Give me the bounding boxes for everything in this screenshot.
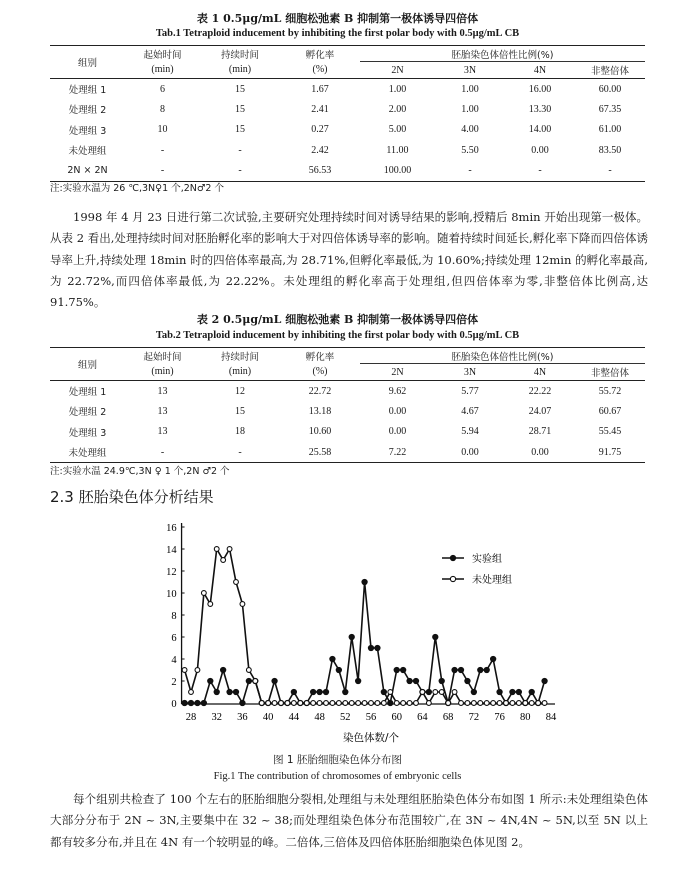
experimental-point (407, 678, 412, 683)
untreated-point (253, 679, 258, 684)
untreated-point (330, 701, 335, 706)
cell-start: - (125, 161, 200, 182)
section-heading: 2.3 胚胎染色体分析结果 (50, 488, 214, 506)
series-line-untreated (185, 549, 545, 703)
cell-aneu: - (575, 161, 645, 182)
untreated-point (208, 602, 213, 607)
untreated-point (246, 668, 251, 673)
cell-hatch: 0.27 (311, 124, 329, 136)
untreated-point (336, 701, 341, 706)
cell-aneu: 60.00 (598, 83, 622, 95)
header-2n: 2N (360, 364, 435, 381)
experimental-point (214, 689, 219, 694)
experimental-point (356, 678, 361, 683)
x-tick-label: 36 (237, 712, 248, 723)
table-row (50, 381, 645, 402)
cell-n4: 16.00 (528, 83, 552, 95)
experimental-point (388, 700, 393, 705)
untreated-point (343, 701, 348, 706)
untreated-point (304, 701, 309, 706)
untreated-point (362, 701, 367, 706)
cell-aneu: 61.00 (598, 124, 622, 136)
header-ploidy-ratio: 胚胎染色体倍性比例(%) (360, 348, 645, 364)
experimental-point (497, 689, 502, 694)
experimental-point (433, 634, 438, 639)
cell-n3: 4.67 (461, 405, 479, 417)
legend-label: 实验组 (472, 554, 502, 565)
header-aneuploid: 非整倍体 (575, 364, 645, 381)
cell-duration: - (200, 161, 280, 182)
header-start-unit: (min) (125, 364, 200, 381)
paragraph-1-text: 1998 年 4 月 23 日进行第二次试验,主要研究处理持续时间对诱导结果的影响,授精后 8min 开始出现第一极体。从表 2 看出,处理持续时间对胚胎孵化率的影响大于对四倍体诱导率的影响。随着持续时间延长,孵化率下降而四倍体诱导率上升,持续处理 18min 时的四倍体率最高,为 28.71%,但孵化率最低,为 10.60%;持续处理 12min 的孵化率最高,为 22.72%,而四倍体率最低,为 22.22%。未处理组的孵化率高于处理组,但四倍体率为零,非整倍体比例高,达 91.75%。 (50, 210, 648, 310)
experimental-point (272, 678, 277, 683)
untreated-point (510, 701, 515, 706)
x-tick-label: 56 (365, 712, 377, 723)
cell-group: 处理组 3 (68, 125, 107, 137)
cell-n2: 7.22 (360, 442, 435, 463)
cell-n2: 1.00 (388, 83, 407, 95)
experimental-point (221, 667, 226, 672)
untreated-point (491, 701, 496, 706)
cell-start: 8 (160, 103, 165, 115)
cell-hatch: 2.42 (311, 144, 329, 156)
cell-n2: 9.62 (388, 385, 407, 397)
experimental-point (465, 678, 470, 683)
untreated-point (542, 701, 547, 706)
untreated-point (279, 701, 284, 706)
cell-n3: 5.77 (461, 385, 479, 397)
cell-start: 13 (157, 385, 168, 397)
cell-n2: 0.00 (388, 405, 407, 417)
y-tick-label: 14 (166, 545, 177, 556)
experimental-point (227, 689, 232, 694)
paragraph-2-text: 每个组别共检查了 100 个左右的胚胎细胞分裂相,处理组与未处理组胚胎染色体分布如图 1 所示:未处理组染色体大部分分布于 2N ~ 3N,主要集中在 32 ~ 38;而处理组染色体分布范围较广,在 3N ~ 4N,4N ~ 5N,以至 5N 以上都有较多分布,并且在 4N 有一个较明显的峰。二倍体,三倍体及四倍体胚胎细胞染色体见图 2。 (50, 792, 648, 849)
series-line-experimental (185, 582, 545, 703)
cell-duration: - (238, 144, 242, 156)
untreated-point (214, 547, 219, 552)
x-tick-label: 72 (468, 712, 480, 723)
untreated-point (298, 701, 303, 706)
untreated-point (381, 701, 386, 706)
cell-group: 未处理组 (68, 146, 107, 158)
x-tick-label: 84 (545, 712, 557, 723)
experimental-point (542, 678, 547, 683)
experimental-point (510, 689, 515, 694)
table2-note: 注:实验水温 24.9℃,3N ♀ 1 个,2N ♂2 个 (50, 466, 230, 477)
table2-title-en: Tab.2 Tetraploid inducement by inhibiting the first polar body with 0.5μg/mL CB (155, 330, 520, 341)
untreated-point (240, 602, 245, 607)
cell-duration: 15 (235, 405, 245, 417)
untreated-point (388, 690, 393, 695)
experimental-point (291, 689, 296, 694)
experimental-point (452, 667, 457, 672)
untreated-point (375, 701, 380, 706)
untreated-point (484, 701, 489, 706)
cell-duration: - (200, 442, 280, 463)
header-duration-unit: (min) (200, 62, 280, 79)
cell-duration: 15 (235, 83, 245, 95)
experimental-point (426, 689, 431, 694)
cell-group: 处理组 1 (68, 85, 107, 96)
cell-aneu: 60.67 (598, 405, 622, 417)
cell-n2: 2.00 (388, 103, 407, 115)
untreated-point (407, 701, 412, 706)
table2-body (50, 381, 645, 463)
untreated-point (394, 701, 399, 706)
experimental-point (401, 667, 406, 672)
header-4n: 4N (505, 364, 575, 381)
cell-n3: 4.00 (461, 124, 479, 136)
cell-group: 2N × 2N (50, 161, 125, 182)
y-tick-label: 2 (171, 677, 177, 688)
cell-hatch: 1.67 (311, 83, 329, 95)
figure-caption-en: Fig.1 The contribution of chromosomes of embryonic cells (213, 771, 462, 782)
header-hatch-rate: 孵化率 (280, 46, 360, 62)
cell-n4: 28.71 (528, 426, 552, 438)
cell-duration: 15 (235, 124, 245, 136)
table2 (50, 347, 645, 463)
header-start-unit: (min) (125, 62, 200, 79)
cell-group: 未处理组 (50, 442, 125, 463)
table-row (50, 422, 645, 443)
x-tick-label: 68 (442, 712, 454, 723)
table-row (50, 99, 645, 120)
cell-hatch: 22.72 (308, 385, 332, 397)
chart-legend (442, 552, 512, 586)
experimental-point (201, 700, 206, 705)
cell-aneu: 55.72 (598, 385, 622, 397)
cell-start: - (125, 442, 200, 463)
table-row (50, 442, 645, 463)
experimental-point (233, 689, 238, 694)
cell-aneu: 83.50 (598, 144, 622, 156)
cell-start: 10 (157, 124, 168, 136)
cell-group: 处理组 2 (68, 105, 107, 117)
header-2n: 2N (360, 62, 435, 79)
header-group: 组别 (50, 46, 125, 79)
cell-hatch: 10.60 (308, 426, 332, 438)
untreated-point (195, 668, 200, 673)
experimental-point (182, 700, 187, 705)
cell-hatch: 2.41 (311, 103, 329, 115)
cell-n3: - (435, 161, 505, 182)
cell-n4: 24.07 (528, 405, 552, 417)
table-row (50, 120, 645, 141)
y-tick-label: 10 (166, 589, 177, 600)
experimental-point (375, 645, 380, 650)
table1-title-en: Tab.1 Tetraploid inducement by inhibiting the first polar body with 0.5μg/mL CB (155, 28, 520, 39)
untreated-point (259, 701, 264, 706)
experimental-point (343, 689, 348, 694)
untreated-point (504, 701, 509, 706)
cell-hatch: 13.18 (308, 405, 332, 417)
untreated-point (529, 701, 534, 706)
untreated-point (439, 690, 444, 695)
cell-n2: 5.00 (388, 124, 407, 136)
untreated-point (471, 701, 476, 706)
untreated-point (465, 701, 470, 706)
x-tick-label: 80 (520, 712, 531, 723)
experimental-point (491, 656, 496, 661)
cell-start: - (160, 144, 165, 156)
experimental-point (394, 667, 399, 672)
cell-n4: 13.30 (528, 103, 552, 115)
header-hatch-rate: 孵化率 (280, 348, 360, 364)
y-tick-label: 16 (166, 523, 177, 534)
experimental-point (330, 656, 335, 661)
cell-n3: 5.94 (461, 426, 479, 438)
paragraph-2 (50, 789, 648, 853)
header-hatch-unit: (%) (280, 62, 360, 79)
table1-body (50, 79, 645, 182)
experimental-point (458, 667, 463, 672)
header-duration-unit: (min) (200, 364, 280, 381)
table1-title-cn: 表 1 0.5μg/mL 细胞松弛素 B 抑制第一极体诱导四倍体 (196, 12, 479, 25)
header-hatch-unit: (%) (280, 364, 360, 381)
cell-start: 13 (157, 405, 168, 417)
cell-n2: 11.00 (386, 144, 409, 156)
header-start-time: 起始时间 (125, 348, 200, 364)
untreated-point (433, 690, 438, 695)
header-ploidy-ratio: 胚胎染色体倍性比例(%) (360, 46, 645, 62)
legend-marker (450, 576, 455, 581)
header-4n: 4N (505, 62, 575, 79)
table1-note: 注:实验水温为 26 ℃,3N♀1 个,2N♂2 个 (50, 183, 224, 194)
x-tick-label: 48 (314, 712, 325, 723)
cell-hatch: 25.58 (280, 442, 360, 463)
untreated-point (523, 701, 528, 706)
table-row (50, 140, 645, 161)
cell-duration: 18 (235, 426, 245, 438)
cell-n3: 1.00 (461, 83, 479, 95)
untreated-point (311, 701, 316, 706)
x-tick-label: 32 (211, 712, 222, 723)
untreated-point (401, 701, 406, 706)
untreated-point (426, 701, 431, 706)
cell-n3: 1.00 (461, 103, 479, 115)
untreated-point (272, 701, 277, 706)
header-3n: 3N (435, 364, 505, 381)
untreated-point (414, 701, 419, 706)
untreated-point (221, 558, 226, 563)
untreated-point (182, 668, 187, 673)
table-row (50, 161, 645, 182)
cell-n4: 22.22 (528, 385, 552, 397)
untreated-point (266, 701, 271, 706)
untreated-point (497, 701, 502, 706)
y-tick-label: 8 (171, 611, 177, 622)
experimental-point (195, 700, 200, 705)
untreated-point (349, 701, 354, 706)
experimental-point (478, 667, 483, 672)
experimental-point (317, 689, 322, 694)
x-tick-label: 76 (494, 712, 505, 723)
untreated-point (234, 580, 239, 585)
table2-title-cn: 表 2 0.5μg/mL 细胞松弛素 B 抑制第一极体诱导四倍体 (196, 313, 479, 326)
header-start-time: 起始时间 (125, 46, 200, 62)
cell-n4: - (505, 161, 575, 182)
x-tick-label: 44 (288, 712, 300, 723)
untreated-point (516, 701, 521, 706)
header-aneuploid: 非整倍体 (575, 62, 645, 79)
chromosome-distribution-chart (0, 505, 675, 750)
experimental-point (439, 678, 444, 683)
table-row (50, 79, 645, 100)
experimental-point (336, 667, 341, 672)
cell-n3: 0.00 (435, 442, 505, 463)
cell-n4: 14.00 (528, 124, 552, 136)
untreated-point (317, 701, 322, 706)
experimental-point (246, 678, 251, 683)
untreated-point (201, 591, 206, 596)
cell-duration: 12 (235, 385, 245, 397)
experimental-point (516, 689, 521, 694)
cell-hatch: 56.53 (280, 161, 360, 182)
untreated-point (285, 701, 290, 706)
legend-label: 未处理组 (472, 575, 512, 586)
untreated-point (478, 701, 483, 706)
cell-start: 6 (160, 83, 165, 95)
x-tick-label: 60 (391, 712, 402, 723)
paragraph-1 (50, 207, 648, 313)
cell-n3: 5.50 (461, 144, 479, 156)
experimental-point (349, 634, 354, 639)
cell-group: 处理组 1 (68, 387, 107, 398)
x-tick-label: 64 (417, 712, 428, 723)
table-row (50, 401, 645, 422)
cell-start: 13 (157, 426, 168, 438)
cell-aneu: 91.75 (575, 442, 645, 463)
header-duration: 持续时间 (200, 46, 280, 62)
untreated-point (189, 690, 194, 695)
untreated-point (291, 701, 296, 706)
untreated-point (452, 690, 457, 695)
table1 (50, 45, 645, 182)
cell-aneu: 55.45 (598, 426, 622, 438)
header-group: 组别 (50, 348, 125, 381)
experimental-point (381, 689, 386, 694)
chart-series (182, 547, 547, 706)
x-tick-label: 28 (185, 712, 197, 723)
x-tick-label: 52 (340, 712, 351, 723)
untreated-point (446, 701, 451, 706)
experimental-point (484, 667, 489, 672)
cell-n2: 0.00 (388, 426, 407, 438)
cell-group: 处理组 3 (68, 427, 107, 439)
experimental-point (368, 645, 373, 650)
experimental-point (323, 689, 328, 694)
experimental-point (362, 579, 367, 584)
y-tick-label: 12 (166, 567, 177, 578)
experimental-point (471, 689, 476, 694)
untreated-point (324, 701, 329, 706)
cell-n2: 100.00 (360, 161, 435, 182)
experimental-point (311, 689, 316, 694)
untreated-point (369, 701, 374, 706)
y-tick-label: 0 (171, 699, 177, 710)
experimental-point (188, 700, 193, 705)
experimental-point (240, 700, 245, 705)
untreated-point (536, 701, 541, 706)
x-tick-label: 40 (262, 712, 274, 723)
cell-n4: 0.00 (531, 144, 549, 156)
cell-n4: 0.00 (505, 442, 575, 463)
x-axis-label: 染色体数/个 (342, 732, 400, 744)
experimental-point (208, 678, 213, 683)
cell-duration: 15 (235, 103, 245, 115)
legend-marker (450, 555, 455, 560)
y-tick-label: 6 (171, 633, 177, 644)
cell-aneu: 67.35 (598, 103, 622, 115)
cell-group: 处理组 2 (68, 407, 107, 419)
header-duration: 持续时间 (200, 348, 280, 364)
header-3n: 3N (435, 62, 505, 79)
figure-caption-cn: 图 1 胚胎细胞染色体分布图 (273, 754, 402, 766)
untreated-point (356, 701, 361, 706)
experimental-point (529, 689, 534, 694)
experimental-point (413, 678, 418, 683)
untreated-point (227, 547, 232, 552)
untreated-point (420, 690, 425, 695)
y-tick-label: 4 (171, 655, 177, 666)
untreated-point (459, 701, 464, 706)
